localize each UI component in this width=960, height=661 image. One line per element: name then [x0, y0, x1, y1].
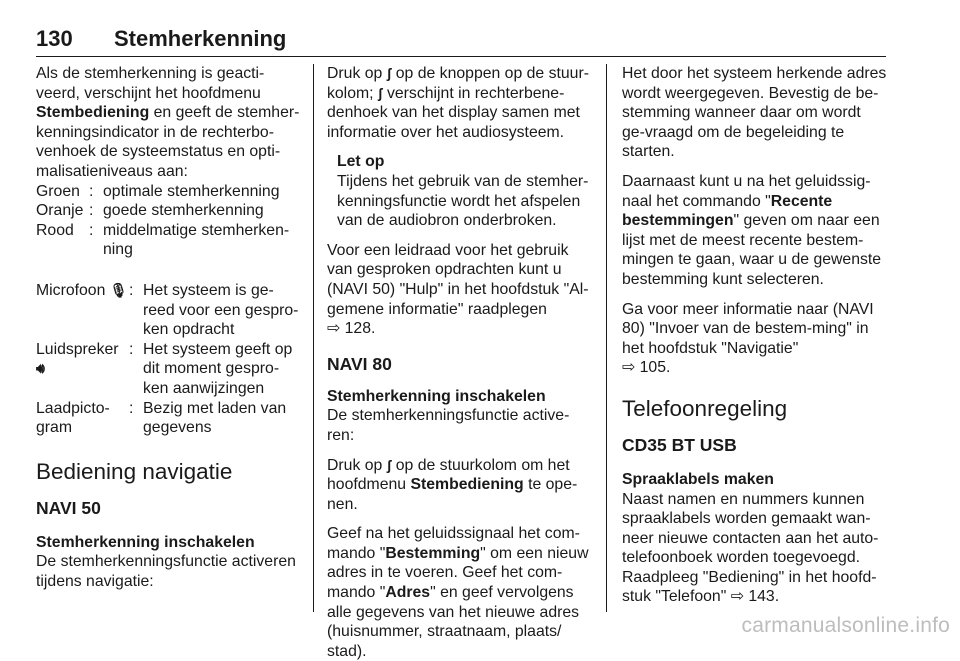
section-title: Telefoonregeling: [622, 395, 788, 421]
column-3: [622, 64, 887, 607]
body-paragraph: De stemherkenningsfunctie active-ren:: [327, 407, 570, 444]
body-paragraph: Ga voor meer informatie naar (NAVI 80) "Invoer van de bestem-ming" in het hoofdstuk "Navigatie" ⇨ 105.: [622, 300, 874, 377]
subsection-title: NAVI 50: [36, 497, 101, 518]
note-text: Tijdens het gebruik van de stemher-kenningsfunctie wordt het afspelen van de audiobron onderbroken.: [337, 172, 589, 230]
voice-control-icon: ʃ: [377, 84, 383, 101]
body-paragraph: Druk op ʃ op de stuurkolom om het hoofdmenu Stembediening te ope-nen.: [327, 456, 578, 513]
body-paragraph: Druk op ʃ op de knoppen op de stuur-kolom; ʃ verschijnt in rechterbene-denhoek van het display samen met informatie over het audiosysteem.: [327, 65, 589, 141]
list-term: Groen: [36, 182, 80, 200]
body-paragraph: De stemherkenningsfunctie activeren tijdens navigatie:: [36, 553, 296, 590]
status-list: Groen : optimale stemherkenning Oranje : goede stemherkenning Rood : middelmatige stemherken-ning: [36, 182, 301, 260]
reference-arrow-icon: ⇨: [327, 320, 341, 338]
list-desc: Het systeem is ge-reed voor een gespro-ken opdracht: [143, 281, 299, 339]
section-title: Bediening navigatie: [36, 458, 233, 484]
body-paragraph: Naast namen en nummers kunnen spraaklabels worden gemaakt wan-neer nieuwe contacten aan het auto-telefoonboek worden toegevoegd. Raadpleeg "Bediening" in het hoofd-stuk "Telefoon" ⇨ 143.: [622, 490, 879, 606]
voice-control-icon: ʃ: [386, 65, 392, 81]
page-number: 130: [36, 26, 73, 51]
list-term: Oranje: [36, 202, 84, 220]
reference-arrow-icon: ⇨: [730, 588, 744, 606]
sub-heading: Stemherkenning inschakelen: [327, 387, 546, 405]
list-term: Microfoon 🎙︎: [36, 281, 128, 299]
list-desc: middelmatige stemherken-ning: [103, 221, 290, 259]
list-term: Luidspreker 🔊︎: [36, 340, 129, 399]
watermark: carmanualsonline.info: [741, 614, 950, 637]
list-desc: Bezig met laden van gegevens: [143, 399, 287, 437]
microphone-icon: 🎙︎: [109, 281, 128, 298]
subsection-title: NAVI 80: [327, 353, 392, 374]
column-1: [36, 64, 301, 591]
body-paragraph: Het door het systeem herkende adres wordt weergegeven. Bevestig de be-stemming wanneer daar om wordt ge-vraagd om de begeleiding te starten.: [622, 65, 887, 161]
column-divider: [313, 64, 314, 612]
sub-heading: Stemherkenning inschakelen: [36, 533, 255, 551]
body-paragraph: Voor een leidraad voor het gebruik van gesproken opdrachten kunt u (NAVI 50) "Hulp" in het hoofdstuk "Al-gemene informatie" raadplegen ⇨ 128.: [327, 241, 589, 338]
intro-paragraph: Als de stemherkenning is geacti-veerd, verschijnt het hoofdmenu Stembediening en geeft de stemher-kenningsindicator in de rechterbo-venhoek de systeemstatus en opti-malisatieniveaus aan:: [36, 65, 300, 180]
list-term: Rood: [36, 221, 74, 239]
list-desc: goede stemherkenning: [103, 202, 264, 220]
body-paragraph: Geef na het geluidssignaal het com-mando "Bestemming" om een nieuw adres in te voeren. Geef het com-mando "Adres" en geef vervolgens alle gegevens van het nieuwe adres (huisnummer, straatnaam, plaats/ stad).: [327, 525, 589, 660]
sub-heading: Spraaklabels maken: [622, 470, 774, 488]
list-desc: optimale stemherkenning: [103, 182, 280, 200]
list-desc: Het systeem geeft op dit moment gespro-ken aanwijzingen: [143, 340, 293, 397]
column-divider: [606, 64, 607, 612]
speaker-icon: 🔊︎: [36, 360, 45, 377]
subsection-title: CD35 BT USB: [622, 434, 737, 455]
body-paragraph: Daarnaast kunt u na het geluidssig-naal het commando "Recente bestemmingen" geven om naar een lijst met de meest recente bestem-mingen te gaan, waar u de gewenste bestemming kunt selecteren.: [622, 172, 882, 288]
page-title: Stemherkenning: [114, 26, 287, 51]
page-header: [36, 22, 886, 57]
reference-arrow-icon: ⇨: [622, 359, 636, 377]
voice-control-icon: ʃ: [386, 456, 392, 473]
list-term: Laadpicto-gram: [36, 399, 110, 437]
column-2: [327, 64, 592, 661]
note-box: [327, 152, 592, 230]
icon-list: Microfoon 🎙︎ : Het systeem is ge-reed voor een gespro-ken opdracht Luidspreker 🔊︎ : Het systeem geeft op dit moment gespro-ken aanwijzingen Laadpicto-gram : Bezig met laden van gegevens: [36, 281, 301, 438]
note-label: Let op: [337, 153, 385, 171]
